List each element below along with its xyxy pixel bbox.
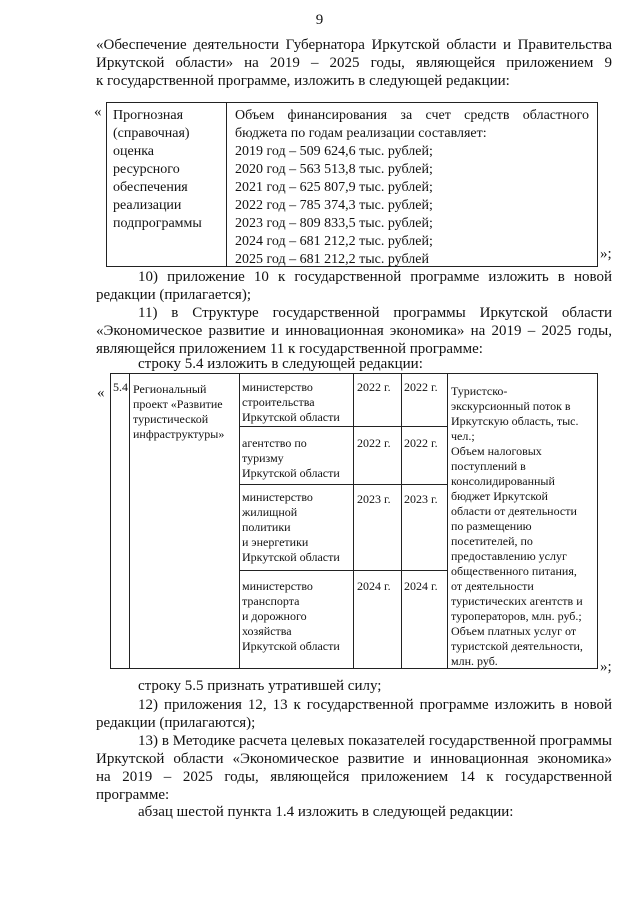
- row-divider: [239, 484, 447, 485]
- structure-table: [110, 373, 598, 669]
- funding-year-line: 2023 год – 809 833,5 тыс. рублей;: [235, 216, 433, 231]
- label-line: (справочная): [113, 126, 190, 141]
- open-quote: «: [97, 385, 105, 401]
- indicator-line: млн. руб.: [451, 654, 498, 668]
- indicator-line: Объем платных услуг от: [451, 624, 577, 638]
- indicator-line: по размещению: [451, 519, 532, 533]
- executor-line: министерство: [242, 380, 313, 394]
- last-instruction: [96, 803, 612, 821]
- project-line: инфраструктуры»: [133, 427, 225, 441]
- executor-line: политики: [242, 520, 291, 534]
- executor-line: агентство по: [242, 436, 307, 450]
- row-5-5-instruction: [96, 677, 612, 695]
- intro-line: Иркутской области» на 2019 – 2025 годы, являющейся приложением 9: [96, 55, 612, 71]
- column-divider: [447, 374, 448, 668]
- indicator-line: консолидированный: [451, 474, 555, 488]
- executor-line: хозяйства: [242, 624, 292, 638]
- intro-line: «Обеспечение деятельности Губернатора Иркутской области и Правительства: [96, 37, 612, 53]
- funding-line: бюджета по годам реализации составляет:: [235, 126, 487, 141]
- indicator-line: чел.;: [451, 429, 475, 443]
- label-line: Прогнозная: [113, 108, 184, 123]
- indicator-line: туристических агентств и: [451, 594, 583, 608]
- executor-line: и дорожного: [242, 609, 307, 623]
- executor-line: строительства: [242, 395, 315, 409]
- row-divider: [239, 570, 447, 571]
- funding-table-label-cell: [107, 103, 227, 266]
- indicator-line: предоставлению услуг: [451, 549, 567, 563]
- indicator-line: от деятельности: [451, 579, 534, 593]
- indicator-line: туристской деятельности,: [451, 639, 583, 653]
- project-line: туристической: [133, 412, 209, 426]
- label-line: ресурсного: [113, 162, 180, 177]
- intro-paragraph: [96, 36, 612, 90]
- close-quote: »;: [600, 659, 612, 675]
- end-year-cell: 2024 г.: [404, 579, 438, 593]
- item-line: являющейся приложением 11 к государственной программе:: [96, 341, 483, 357]
- funding-line: Объем финансирования за счет средств областного: [235, 108, 589, 123]
- funding-table: [106, 102, 598, 267]
- item-line: 11) в Структуре государственной программы Иркутской области: [138, 305, 612, 321]
- item-line: программе:: [96, 787, 170, 803]
- executor-cell: [242, 490, 340, 565]
- item-line: 12) приложения 12, 13 к государственной программе изложить в новой: [138, 697, 612, 713]
- executor-line: Иркутской области: [242, 639, 340, 653]
- executor-line: жилищной: [242, 505, 298, 519]
- column-divider: [353, 374, 354, 668]
- item-line: редакции (прилагается);: [96, 287, 251, 303]
- row-number: 5.4: [113, 380, 128, 394]
- item-line: редакции (прилагаются);: [96, 715, 256, 731]
- start-year-cell: 2024 г.: [357, 579, 391, 593]
- executor-line: туризму: [242, 451, 284, 465]
- executor-line: министерство: [242, 490, 313, 504]
- executor-cell: [242, 579, 340, 654]
- executor-line: Иркутской области: [242, 466, 340, 480]
- indicator-line: Иркутскую область, тыс.: [451, 414, 579, 428]
- funding-year-line: 2022 год – 785 374,3 тыс. рублей;: [235, 198, 433, 213]
- start-year-cell: 2023 г.: [357, 492, 391, 506]
- indicator-line: туроператоров, млн. руб.;: [451, 609, 582, 623]
- row-divider: [239, 426, 447, 427]
- project-name-cell: [133, 382, 224, 442]
- instruction-text: абзац шестой пункта 1.4 изложить в следующей редакции:: [138, 804, 514, 820]
- label-line: оценка: [113, 144, 155, 159]
- label-line: обеспечения: [113, 180, 188, 195]
- item-line: 10) приложение 10 к государственной программе изложить в новой: [138, 269, 612, 285]
- column-divider: [239, 374, 240, 668]
- indicator-line: экскурсионный поток в: [451, 399, 571, 413]
- instruction-text: строку 5.5 признать утратившей силу;: [138, 678, 382, 694]
- project-line: проект «Развитие: [133, 397, 223, 411]
- executor-cell: [242, 436, 340, 481]
- executor-line: министерство: [242, 579, 313, 593]
- column-divider: [129, 374, 130, 668]
- funding-year-line: 2024 год – 681 212,2 тыс. рублей;: [235, 234, 433, 249]
- column-divider: [401, 374, 402, 668]
- close-quote: »;: [600, 246, 612, 262]
- end-year-cell: 2022 г.: [404, 380, 438, 394]
- item-line: 13) в Методике расчета целевых показателей государственной программы: [138, 733, 612, 749]
- start-year-cell: 2022 г.: [357, 436, 391, 450]
- page-number: 9: [315, 12, 324, 28]
- indicator-line: общественного питания,: [451, 564, 577, 578]
- executor-line: транспорта: [242, 594, 300, 608]
- item-12-paragraph: [96, 696, 612, 732]
- item-11-paragraph: [96, 304, 612, 358]
- indicator-line: посетителей, по: [451, 534, 533, 548]
- project-line: Региональный: [133, 382, 207, 396]
- end-year-cell: 2022 г.: [404, 436, 438, 450]
- funding-year-line: 2021 год – 625 807,9 тыс. рублей;: [235, 180, 433, 195]
- executor-cell: [242, 380, 340, 425]
- item-13-paragraph: [96, 732, 612, 804]
- indicators-cell: [451, 384, 583, 669]
- label-line: реализации: [113, 198, 182, 213]
- executor-line: Иркутской области: [242, 550, 340, 564]
- indicator-line: области от деятельности: [451, 504, 577, 518]
- executor-line: и энергетики: [242, 535, 309, 549]
- label-line: подпрограммы: [113, 216, 202, 231]
- funding-year-line: 2020 год – 563 513,8 тыс. рублей;: [235, 162, 433, 177]
- executor-line: Иркутской области: [242, 410, 340, 424]
- indicator-line: поступлений в: [451, 459, 526, 473]
- end-year-cell: 2023 г.: [404, 492, 438, 506]
- indicator-line: Объем налоговых: [451, 444, 542, 458]
- row-5-4-instruction: [96, 355, 612, 373]
- intro-line: к государственной программе, изложить в следующей редакции:: [96, 73, 510, 89]
- indicator-line: Туристско-: [451, 384, 508, 398]
- item-line: «Экономическое развитие и инновационная экономика» на 2019 – 2025 годы,: [96, 323, 612, 339]
- funding-year-line: 2019 год – 509 624,6 тыс. рублей;: [235, 144, 433, 159]
- item-10-paragraph: [96, 268, 612, 304]
- indicator-line: бюджет Иркутской: [451, 489, 548, 503]
- instruction-text: строку 5.4 изложить в следующей редакции:: [138, 356, 423, 372]
- start-year-cell: 2022 г.: [357, 380, 391, 394]
- open-quote: «: [94, 104, 102, 120]
- funding-year-line: 2025 год – 681 212,2 тыс. рублей: [235, 252, 429, 267]
- item-line: Иркутской области «Экономическое развитие и инновационная экономика»: [96, 751, 612, 767]
- item-line: на 2019 – 2025 годы, являющейся приложением 14 к государственной: [96, 769, 612, 785]
- funding-table-value-cell: [227, 103, 597, 274]
